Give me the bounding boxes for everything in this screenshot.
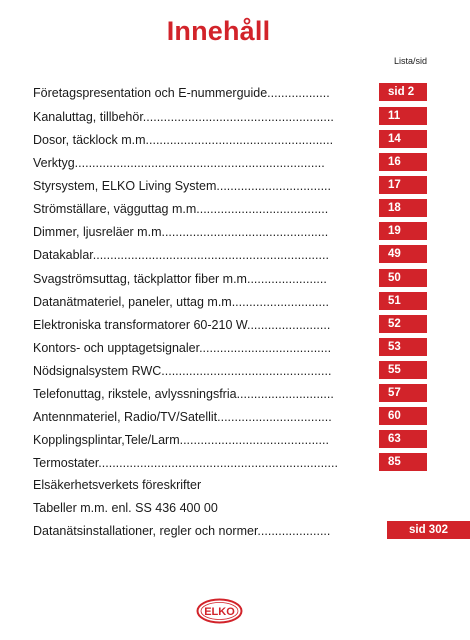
- toc-entry-label: Kontors- och upptagetsignaler......................................: [33, 341, 332, 355]
- toc-entry: [33, 383, 437, 405]
- toc-page-badge: sid 2: [379, 83, 427, 101]
- toc-entry: [33, 82, 437, 104]
- toc-entry-label: Dosor, täcklock m.m......................................................: [33, 133, 334, 147]
- toc-entry-label: Nödsignalsystem RWC.................................................: [33, 364, 332, 378]
- toc-entry-label: Kanaluttag, tillbehör.......................................................: [33, 110, 334, 124]
- toc-page-badge: 16: [379, 153, 427, 171]
- toc-page-badge: 57: [379, 384, 427, 402]
- toc-page-badge: 60: [379, 407, 427, 425]
- toc-entry-label: Företagspresentation och E-nummerguide..................: [33, 86, 330, 100]
- toc-entry: [33, 129, 437, 151]
- elko-logo-text: ELKO: [204, 606, 235, 618]
- toc-entry-label: Elsäkerhetsverkets föreskrifter: [33, 478, 202, 492]
- toc-page-badge: 63: [379, 430, 427, 448]
- page-title: Innehåll: [166, 16, 271, 46]
- page-column-label: Lista/sid: [393, 56, 427, 66]
- toc-entry-label: Elektroniska transformatorer 60-210 W........................: [33, 318, 331, 332]
- toc-entry: [33, 337, 437, 359]
- toc-entry-label: Tabeller m.m. enl. SS 436 400 00: [33, 501, 218, 515]
- toc-entry-label: Datakablar....................................................................: [33, 248, 329, 262]
- toc-page-badge: 85: [379, 453, 427, 471]
- toc-entry: [33, 175, 437, 197]
- toc-entry: [33, 520, 448, 542]
- toc-entry-label: Kopplingsplintar,Tele/Larm...........................................: [33, 433, 329, 447]
- toc-page-badge: sid 302: [387, 521, 470, 539]
- toc-entry-label: Verktyg........................................................................: [33, 156, 325, 170]
- toc-page-badge: 50: [379, 269, 427, 287]
- toc-entry: [33, 268, 437, 290]
- toc-entry-label: Dimmer, ljusreläer m.m................................................: [33, 225, 329, 239]
- toc-entry: [33, 406, 437, 428]
- toc-entry: [33, 244, 437, 266]
- toc-entry: [33, 474, 437, 496]
- toc-page-badge: 11: [379, 107, 427, 125]
- toc-entry-label: Datanätsinstallationer, regler och normer.....................: [33, 524, 331, 538]
- toc-entry: [33, 106, 437, 128]
- toc-entry-label: Strömställare, vägguttag m.m......................................: [33, 202, 329, 216]
- toc-entry: [33, 452, 437, 474]
- toc-page-badge: 51: [379, 292, 427, 310]
- toc-page-badge: 52: [379, 315, 427, 333]
- toc-entry: [33, 314, 437, 336]
- toc-entry: [33, 360, 437, 382]
- toc-entry: [33, 429, 437, 451]
- toc-page-badge: 49: [379, 245, 427, 263]
- toc-entry-label: Termostater.....................................................................: [33, 456, 338, 470]
- toc-entry-label: Antennmateriel, Radio/TV/Satellit.................................: [33, 410, 332, 424]
- toc-page-badge: 53: [379, 338, 427, 356]
- toc-page-badge: 55: [379, 361, 427, 379]
- toc-page-badge: 19: [379, 222, 427, 240]
- toc-entry-label: Styrsystem, ELKO Living System.................................: [33, 179, 331, 193]
- toc-entry: [33, 291, 437, 313]
- toc-entry: [33, 497, 437, 519]
- elko-logo: [196, 598, 243, 624]
- toc-page-badge: 18: [379, 199, 427, 217]
- toc-entry-label: Datanätmateriel, paneler, uttag m.m............................: [33, 295, 329, 309]
- toc-page-badge: 14: [379, 130, 427, 148]
- toc-entry-label: Svagströmsuttag, täckplattor fiber m.m.......................: [33, 272, 327, 286]
- toc-entry: [33, 152, 437, 174]
- toc-page-badge: 17: [379, 176, 427, 194]
- toc-entry: [33, 198, 437, 220]
- toc-entry-label: Telefonuttag, rikstele, avlyssningsfria............................: [33, 387, 334, 401]
- toc-entry: [33, 221, 437, 243]
